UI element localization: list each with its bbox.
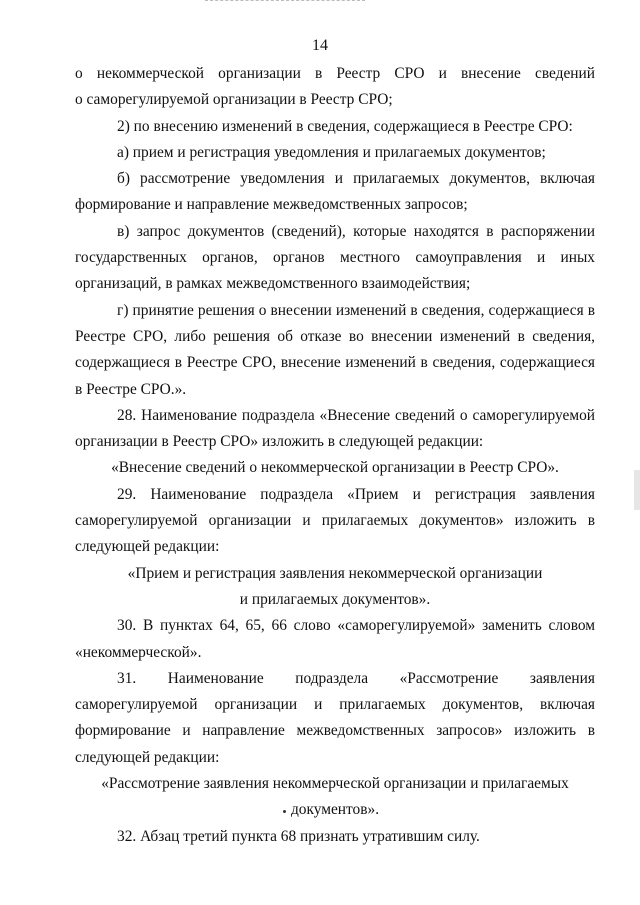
- paragraph-32: 32. Абзац третий пункта 68 признать утратившим силу.: [117, 827, 480, 845]
- heading-line: «Прием и регистрация заявления некоммерческой организации: [127, 564, 543, 582]
- paragraph-item-2: 2) по внесению изменений в сведения, содержащиеся в Реестре СРО:: [117, 117, 573, 135]
- scan-artifact-edge: [634, 470, 640, 510]
- paragraph-line: о некоммерческой организации в Реестр СРО и внесение сведений: [75, 65, 595, 82]
- heading-line: и прилагаемых документов».: [239, 590, 431, 608]
- paragraph-line: о саморегулируемой организации в Реестр СРО;: [75, 91, 393, 109]
- paragraph-29: 29. Наименование подраздела «Прием и регистрация заявления саморегулируемой организации и прилагаемых документов» изложить в следующей редакции:: [75, 485, 595, 556]
- document-body: [75, 61, 595, 850]
- page-number: 14: [312, 37, 328, 54]
- paragraph-31: 31. Наименование подраздела «Рассмотрение заявления саморегулируемой организации и прилагаемых документов, включая формирование и направление межведомственных запросов» изложить в следующей редакции:: [75, 669, 595, 766]
- paragraph-28: 28. Наименование подраздела «Внесение сведений о саморегулируемой организации в Реестр СРО» изложить в следующей редакции:: [75, 406, 595, 451]
- heading-line: документов».: [290, 801, 380, 819]
- heading-line: «Рассмотрение заявления некоммерческой организации и прилагаемых: [101, 775, 569, 793]
- scan-artifact-top: [205, 0, 365, 3]
- scan-artifact-dot: [283, 810, 286, 813]
- paragraph-subitem-b: б) рассмотрение уведомления и прилагаемых документов, включая формирование и направление межведомственных запросов;: [75, 170, 595, 214]
- paragraph-30: 30. В пунктах 64, 65, 66 слово «саморегулируемой» заменить словом «некоммерческой».: [75, 617, 595, 661]
- paragraph-subitem-v: в) запрос документов (сведений), которые находятся в распоряжении государственных органов, органов местного самоуправления и иных организаций, в рамках межведомственного взаимодействия;: [75, 222, 595, 293]
- quoted-heading-31: [75, 771, 595, 824]
- paragraph-continuation: [75, 61, 595, 114]
- paragraph-subitem-g: г) принятие решения о внесении изменений в сведения, содержащиеся в Реестре СРО, либо решения об отказе во внесении изменений в сведения, содержащиеся в Реестре СРО, внесение изменений в сведения, содержащиеся в Реестре СРО.».: [75, 301, 595, 398]
- quoted-heading-29: [75, 561, 595, 614]
- quoted-heading-28: «Внесение сведений о некоммерческой организации в Реестр СРО».: [111, 459, 559, 477]
- paragraph-subitem-a: а) прием и регистрация уведомления и прилагаемых документов;: [117, 143, 546, 161]
